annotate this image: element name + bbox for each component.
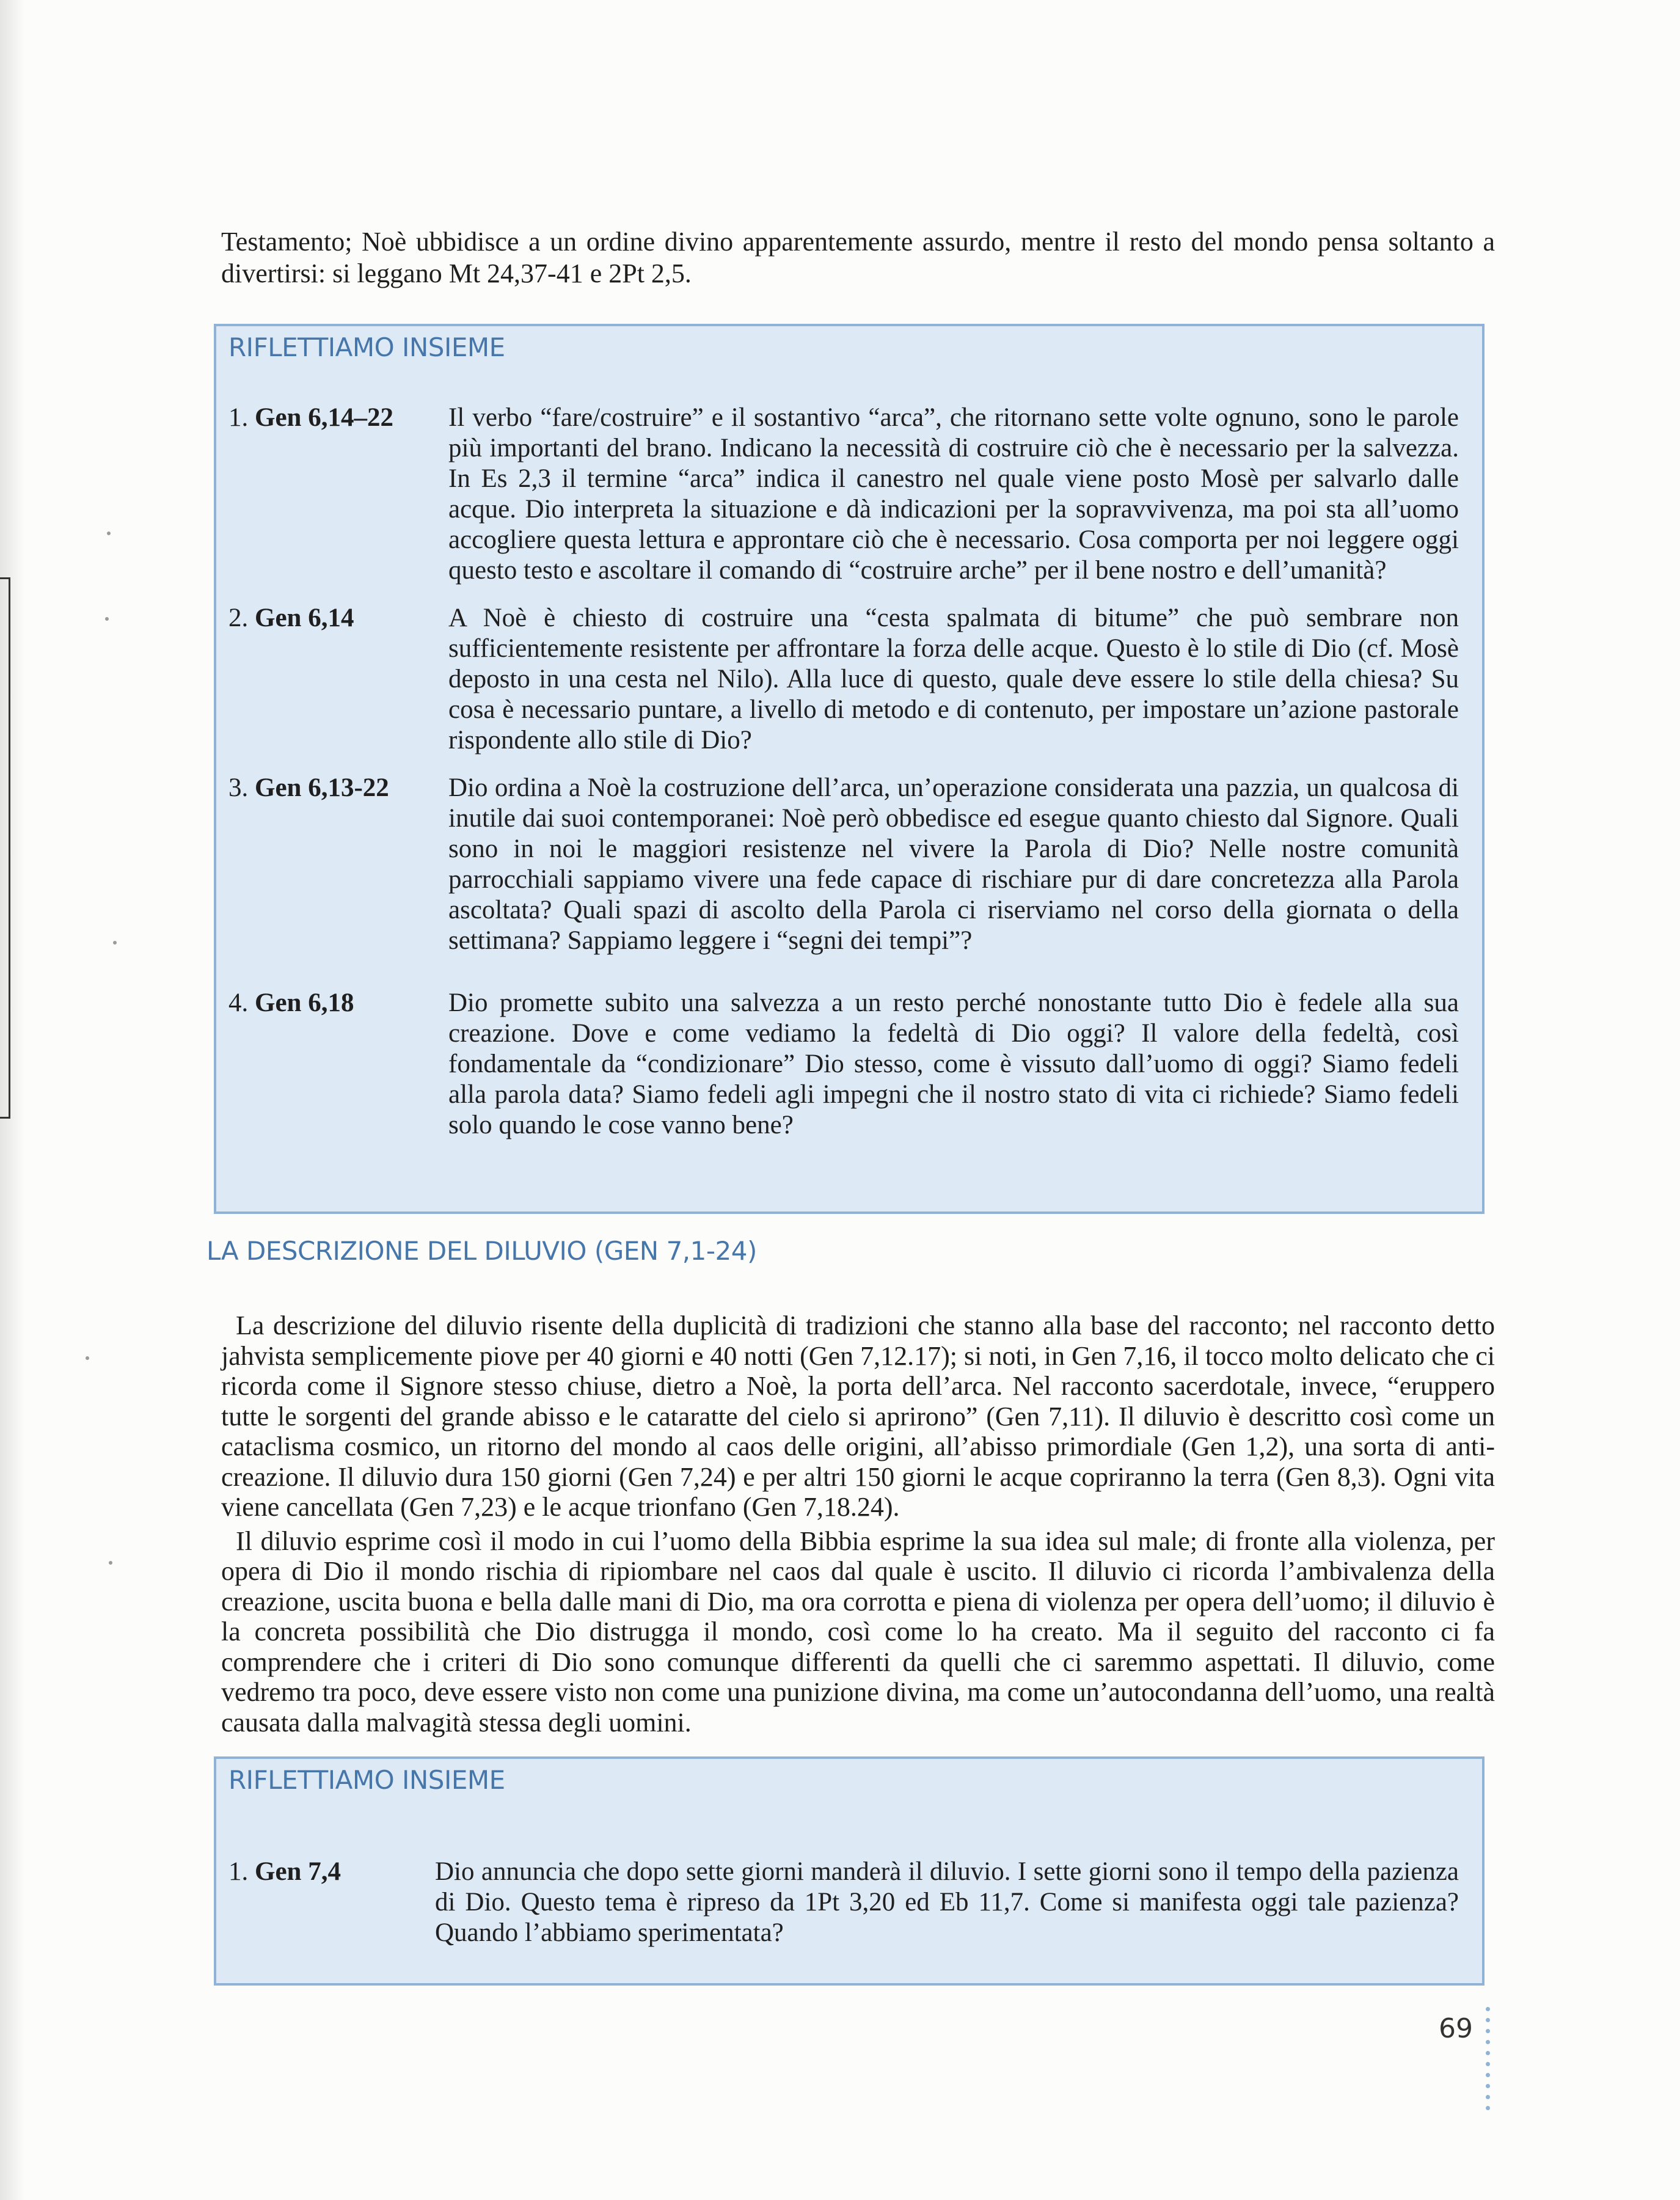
reflect-item <box>228 1857 1459 1948</box>
intro-paragraph: Testamento; Noè ubbidisce a un ordine divino apparentemente assurdo, mentre il resto del mondo pensa soltanto a divertirsi: si leggano Mt 24,37-41 e 2Pt 2,5. <box>221 227 1495 288</box>
page-dots-decoration <box>1486 2007 1493 2117</box>
section-title: LA DESCRIZIONE DEL DILUVIO (GEN 7,1-24) <box>206 1236 757 1266</box>
item-reference: Gen 6,14 <box>255 604 354 632</box>
scan-speck <box>113 941 117 945</box>
item-text: Il verbo “fare/costruire” e il sostantivo “arca”, che ritornano sette volte ognuno, sono le parole più importanti del brano. Indicano la necessità di costruire ciò che è necessario per la salvezza. In Es 2,3 il termine “arca” indica il canestro nel quale viene posto Mosè per salvarlo dalle acque. Dio interpreta la situazione e dà indicazioni per la sopravvivenza, ma poi sta all’uomo accogliere questa lettura e approntare ciò che è necessario. Cosa comporta per noi leggere oggi questo testo e ascoltare il comando di “costruire arche” per il bene nostro e dell’umanità? <box>448 403 1459 585</box>
item-text: Dio annuncia che dopo sette giorni manderà il diluvio. I sette giorni sono il tempo della pazienza di Dio. Questo tema è ripreso da 1Pt 3,20 ed Eb 11,7. Come si manifesta oggi tale pazienza? Quando l’abbiamo sperimentata? <box>435 1857 1459 1947</box>
scan-speck <box>109 1561 112 1565</box>
item-reference: Gen 6,18 <box>255 989 354 1017</box>
scan-speck <box>86 1356 89 1360</box>
reflect-item <box>228 403 1459 586</box>
box-title: RIFLETTIAMO INSIEME <box>228 332 505 362</box>
item-text: Dio promette subito una salvezza a un resto perché nonostante tutto Dio è fedele alla sua creazione. Dove e come vediamo la fedeltà di Dio oggi? Il valore della fedeltà, così fondamentale da “condizionare” Dio stesso, come è vissuto dall’uomo di oggi? Siamo fedeli alla parola data? Siamo fedeli agli impegni che il nostro stato di vita ci richiede? Siamo fedeli solo quando le cose vanno bene? <box>448 989 1459 1139</box>
scan-speck <box>107 532 111 535</box>
section-body <box>221 1310 1495 1738</box>
box-items <box>228 1857 1459 1948</box>
item-number: 1. <box>228 403 249 432</box>
item-text: A Noè è chiesto di costruire una “cesta spalmata di bitume” che può sembrare non sufficientemente resistente per affrontare la forza delle acque. Questo è lo stile di Dio (cf. Mosè deposto in una cesta nel Nilo). Alla luce di questo, quale deve essere lo stile della chiesa? Su cosa è necessario puntare, a livello di metodo e di contenuto, per impostare un’azione pastorale rispondente allo stile di Dio? <box>448 604 1459 755</box>
body-paragraph: Il diluvio esprime così il modo in cui l’uomo della Bibbia esprime la sua idea sul male; di fronte alla violenza, per opera di Dio il mondo rischia di ripiombare nel caos dal quale è uscito. Il diluvio ci ricorda l’ambivalenza della creazione, uscita buona e bella dalle mani di Dio, ma ora corrotta e piena di violenza per opera dell’uomo; il diluvio è la concreta possibilità che Dio distrugga il mondo, così come lo ha creato. Ma il seguito del racconto ci fa comprendere che i criteri di Dio sono comunque differenti da quelli che ci saremmo aspettati. Il diluvio, come vedremo tra poco, deve essere visto non come una punizione divina, ma come un’autocondanna dell’uomo, una realtà causata dalla malvagità stessa degli uomini. <box>221 1526 1495 1738</box>
item-number: 4. <box>228 989 249 1017</box>
item-number: 3. <box>228 773 249 802</box>
binding-mark <box>0 577 10 1119</box>
reflect-item <box>228 603 1459 756</box>
item-text: Dio ordina a Noè la costruzione dell’arca, un’operazione considerata una pazzia, un qualcosa di inutile dai suoi contemporanei: Noè però obbedisce ed esegue quanto chiesto dal Signore. Quali sono in noi le maggiori resistenze nel vivere la Parola di Dio? Nelle nostre comunità parrocchiali sappiamo vivere una fede capace di rischiare pur di dare concretezza alla Parola ascoltata? Quali spazi di ascolto della Parola ci riserviamo nel corso della giornata o della settimana? Sappiamo leggere i “segni dei tempi”? <box>448 773 1459 955</box>
body-paragraph: La descrizione del diluvio risente della duplicità di tradizioni che stanno alla base del racconto; nel racconto detto jahvista semplicemente piove per 40 giorni e 40 notti (Gen 7,12.17); si noti, in Gen 7,16, il tocco molto delicato che ci ricorda come il Signore stesso chiuse, dietro a Noè, la porta dell’arca. Nel racconto sacerdotale, invece, “eruppero tutte le sorgenti del grande abisso e le cataratte del cielo si aprirono” (Gen 7,11). Il diluvio è descritto così come un cataclisma cosmico, un ritorno del mondo al caos delle origini, all’abisso primordiale (Gen 1,2), una sorta di anti-creazione. Il diluvio dura 150 giorni (Gen 7,24) e per altri 150 giorni le acque copriranno la terra (Gen 8,3). Ogni vita viene cancellata (Gen 7,23) e le acque trionfano (Gen 7,18.24). <box>221 1310 1495 1522</box>
page-number: 69 <box>1439 2013 1473 2044</box>
reflect-box-2 <box>214 1756 1485 1986</box>
item-reference: Gen 6,14–22 <box>255 403 393 432</box>
item-number: 2. <box>228 604 249 632</box>
box-items <box>228 403 1459 1141</box>
item-reference: Gen 6,13-22 <box>255 773 389 802</box>
item-reference: Gen 7,4 <box>255 1857 341 1886</box>
reflect-item <box>228 773 1459 956</box>
box-title: RIFLETTIAMO INSIEME <box>228 1765 505 1795</box>
reflect-item <box>228 988 1459 1141</box>
item-number: 1. <box>228 1857 249 1886</box>
scan-speck <box>105 617 109 621</box>
reflect-box-1 <box>214 324 1485 1214</box>
